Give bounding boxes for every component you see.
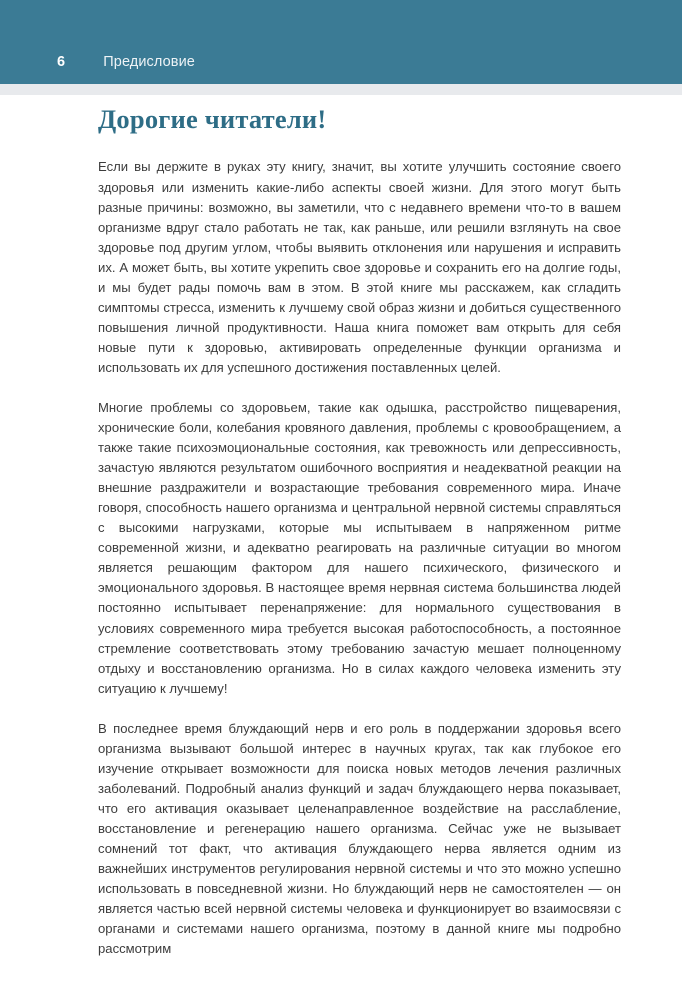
page-number: 6	[57, 54, 66, 70]
running-header-content	[57, 54, 195, 70]
body-paragraph: Если вы держите в руках эту книгу, значит, вы хотите улучшить состояние своего здоровья или изменить какие-либо аспекты своей жизни. Для этого могут быть разные причины: возможно, вы заметили, что с недавнего времени что-то в вашем организме вдруг стало работать не так, как раньше, или решили взглянуть на свое здоровье под другим углом, чтобы выявить отклонения или нарушения и исправить их. А может быть, вы хотите укрепить свое здоровье и сохранить его на долгие годы, и мы будет рады помочь вам в этом. В этой книге мы расскажем, как сгладить симптомы стресса, изменить к лучшему свой образ жизни и добиться существенного повышения личной продуктивности. Наша книга поможет вам открыть для себя новые пути к здоровью, активировать определенные функции организма и использовать их для успешного достижения поставленных целей.	[98, 159, 621, 375]
body-paragraph: В последнее время блуждающий нерв и его роль в поддержании здоровья всего организма вызывают большой интерес в научных кругах, так как глубокое его изучение открывает возможности для поиска новых методов лечения различных заболеваний. Подробный анализ функций и задач блуждающего нерва показывает, что его активация оказывает целенаправленное воздействие на расслабление, восстановление и регенерацию нашего организма. Сейчас уже не вызывает сомнений тот факт, что активация блуждающего нерва является одним из важнейших инструментов регулирования нервной системы и что это можно успешно использовать в повседневной жизни. Но блуждающий нерв не самостоятелен — он является частью всей нервной системы человека и функционирует во взаимосвязи с органами и системами нашего организма, поэтому в данной книге мы подробно рассмотрим	[98, 720, 621, 957]
header-divider	[0, 84, 682, 95]
page-content	[98, 95, 621, 959]
body-paragraph: Многие проблемы со здоровьем, такие как одышка, расстройство пищеварения, хронические боли, колебания кровяного давления, проблемы с кровообращением, а также такие психоэмоциональные состояния, как тревожность или депрессивность, зачастую являются результатом ошибочного восприятия и неадекватной реакции на внешние раздражители и возрастающие требования современного мира. Иначе говоря, способность нашего организма и центральной нервной системы справляться с высокими нагрузками, которые мы испытываем в напряженном ритме современной жизни, и адекватно реагировать на различные ситуации во многом является решающим фактором для нашего психического, физического и эмоционального здоровья. В настоящее время нервная система большинства людей постоянно испытывает перенапряжение: для нормального существования в условиях современного мира требуется высокая работоспособность, а постоянное стремление соответствовать этому требованию зачастую мешает полноценному отдыху и восстановлению организма. Но в силах каждого человека изменить эту ситуацию к лучшему!	[98, 399, 621, 696]
running-header-band	[0, 0, 682, 84]
running-head-title: Предисловие	[103, 54, 195, 70]
chapter-title: Дорогие читатели!	[98, 104, 327, 134]
